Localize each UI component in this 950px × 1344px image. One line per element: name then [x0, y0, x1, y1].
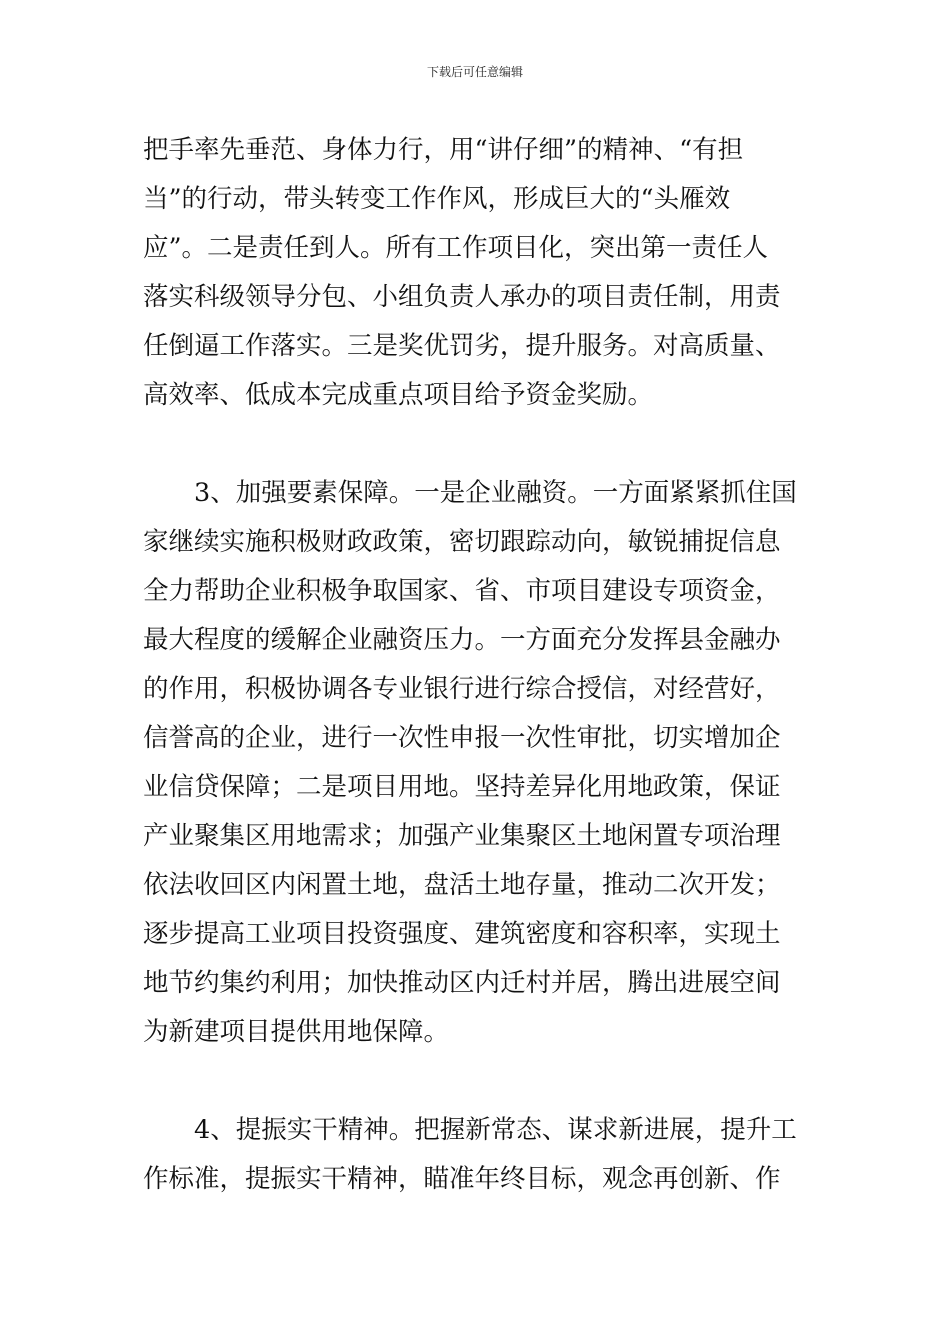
text-line: 高效率、低成本完成重点项目给予资金奖励。	[143, 380, 654, 410]
text-line: 把手率先垂范、身体力行，用“讲仔细”的精神、“有担	[143, 135, 744, 165]
paragraph-practical-spirit	[143, 1106, 807, 1204]
paragraph-gap	[143, 420, 807, 469]
paragraph-factor-guarantee	[143, 469, 807, 1057]
text-line: 产业聚集区用地需求；加强产业集聚区土地闲置专项治理	[143, 821, 781, 851]
paragraph-continuation	[143, 126, 807, 420]
paragraph-gap	[143, 1057, 807, 1106]
text-line: 4、提振实干精神。把握新常态、谋求新进展，提升工	[194, 1115, 797, 1145]
text-line: 业信贷保障；二是项目用地。坚持差异化用地政策，保证	[143, 772, 781, 802]
page-header: 下载后可任意编辑	[426, 65, 523, 79]
text-line: 3、加强要素保障。一是企业融资。一方面紧紧抓住国	[194, 478, 797, 508]
text-line: 的作用，积极协调各专业银行进行综合授信，对经营好，	[143, 674, 781, 704]
text-line: 全力帮助企业积极争取国家、省、市项目建设专项资金，	[143, 576, 781, 606]
document-body	[143, 126, 807, 1204]
text-line: 作标准，提振实干精神，瞄准年终目标，观念再创新、作	[143, 1164, 781, 1194]
text-line: 家继续实施积极财政政策，密切跟踪动向，敏锐捕捉信息	[143, 527, 781, 557]
text-line: 逐步提高工业项目投资强度、建筑密度和容积率，实现土	[143, 919, 781, 949]
text-line: 地节约集约利用；加快推动区内迁村并居，腾出进展空间	[143, 968, 781, 998]
text-line: 最大程度的缓解企业融资压力。一方面充分发挥县金融办	[143, 625, 781, 655]
text-line: 任倒逼工作落实。三是奖优罚劣，提升服务。对高质量、	[143, 331, 781, 361]
text-line: 应”。二是责任到人。所有工作项目化，突出第一责任人	[143, 233, 769, 263]
text-line: 信誉高的企业，进行一次性申报一次性审批，切实增加企	[143, 723, 781, 753]
text-line: 为新建项目提供用地保障。	[143, 1017, 450, 1047]
text-line: 当”的行动，带头转变工作作风，形成巨大的“头雁效	[143, 184, 731, 214]
text-line: 依法收回区内闲置土地，盘活土地存量，推动二次开发；	[143, 870, 781, 900]
text-line: 落实科级领导分包、小组负责人承办的项目责任制，用责	[143, 282, 781, 312]
